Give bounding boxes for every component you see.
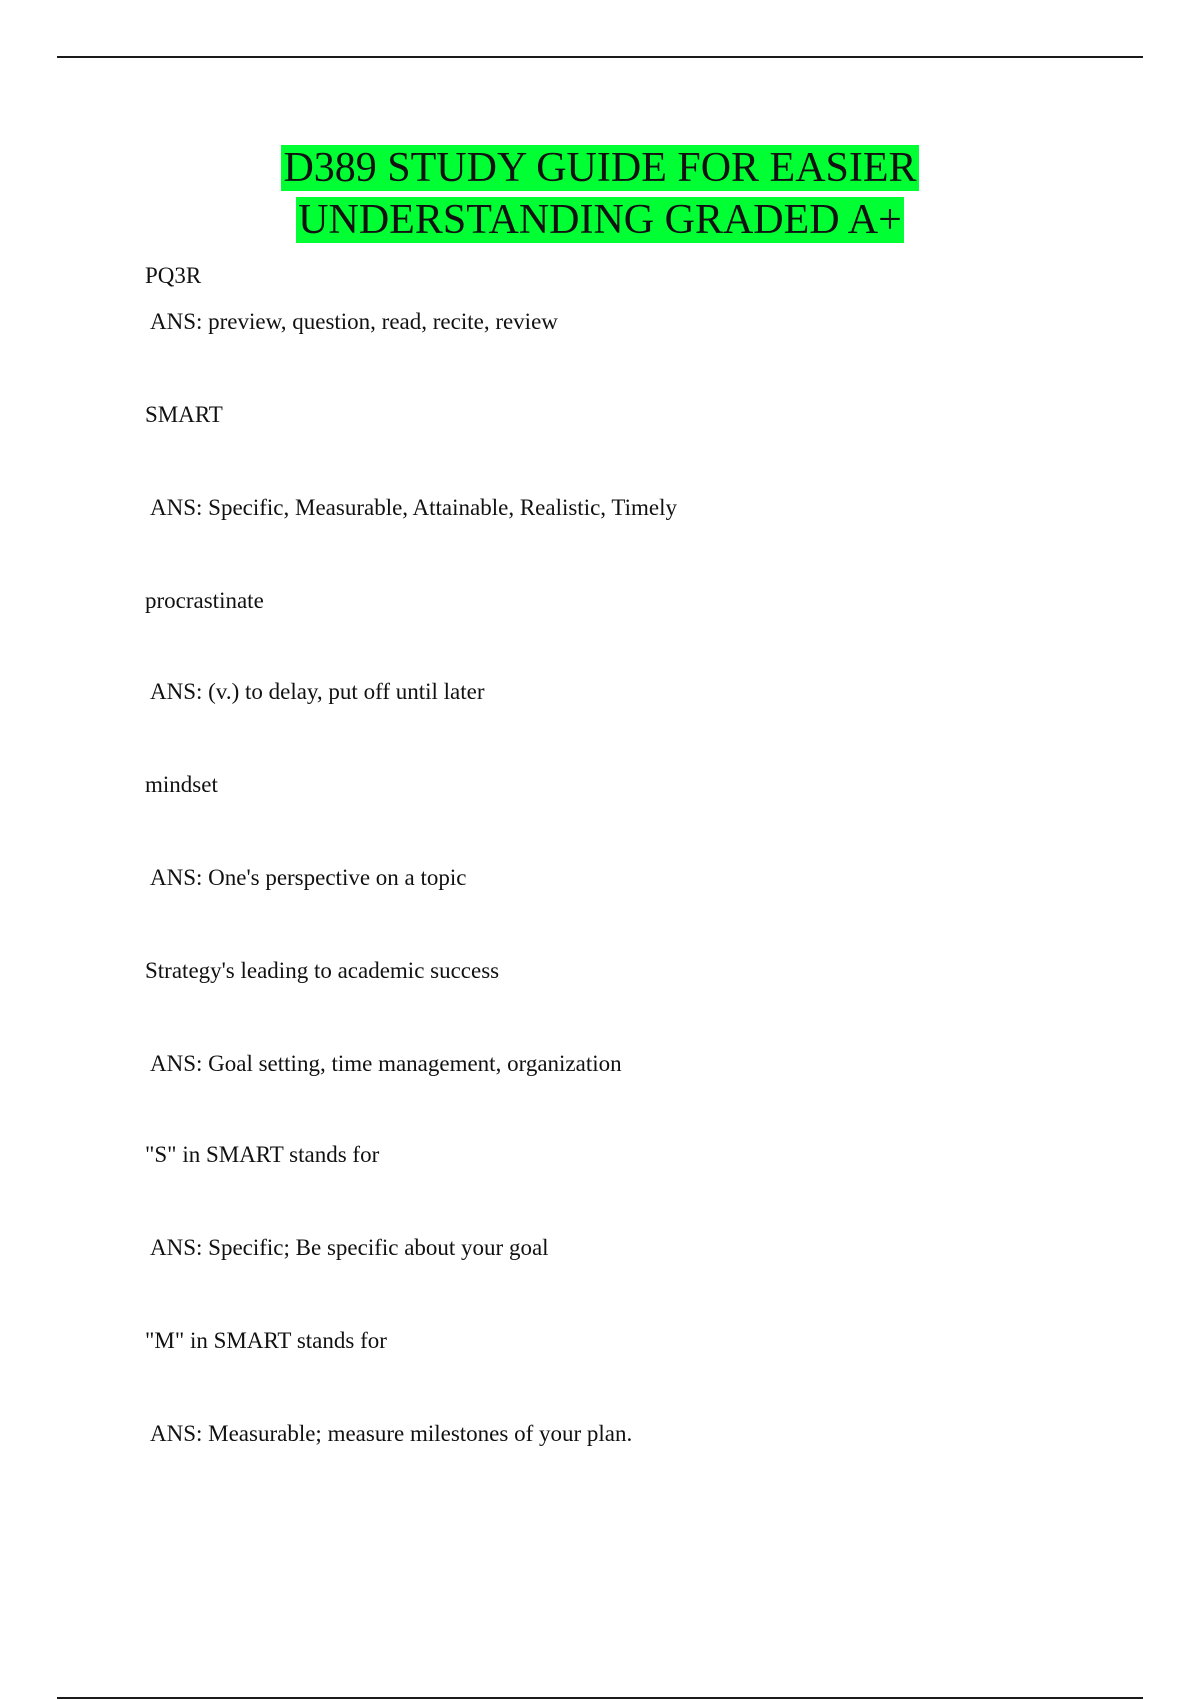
answer-strategies: ANS: Goal setting, time management, organization	[150, 1051, 622, 1076]
bottom-rule	[57, 1697, 1143, 1699]
top-rule	[57, 56, 1143, 58]
term-pq3r: PQ3R	[145, 263, 202, 288]
term-mindset: mindset	[145, 772, 218, 797]
term-smart-m: "M" in SMART stands for	[145, 1328, 387, 1353]
answer-smart: ANS: Specific, Measurable, Attainable, Realistic, Timely	[150, 495, 678, 520]
answer-procrastinate: ANS: (v.) to delay, put off until later	[150, 679, 485, 704]
title-line-1: D389 STUDY GUIDE FOR EASIER	[283, 145, 917, 191]
title-line-2: UNDERSTANDING GRADED A+	[298, 197, 902, 243]
answer-smart-s: ANS: Specific; Be specific about your goal	[150, 1235, 549, 1260]
term-smart-s: "S" in SMART stands for	[145, 1142, 380, 1167]
document-title	[0, 142, 1200, 246]
answer-smart-m: ANS: Measurable; measure milestones of your plan.	[150, 1421, 633, 1446]
term-smart: SMART	[145, 402, 223, 427]
term-strategies: Strategy's leading to academic success	[145, 958, 500, 983]
answer-mindset: ANS: One's perspective on a topic	[150, 865, 467, 890]
term-procrastinate: procrastinate	[145, 588, 264, 613]
answer-pq3r: ANS: preview, question, read, recite, review	[150, 309, 558, 334]
